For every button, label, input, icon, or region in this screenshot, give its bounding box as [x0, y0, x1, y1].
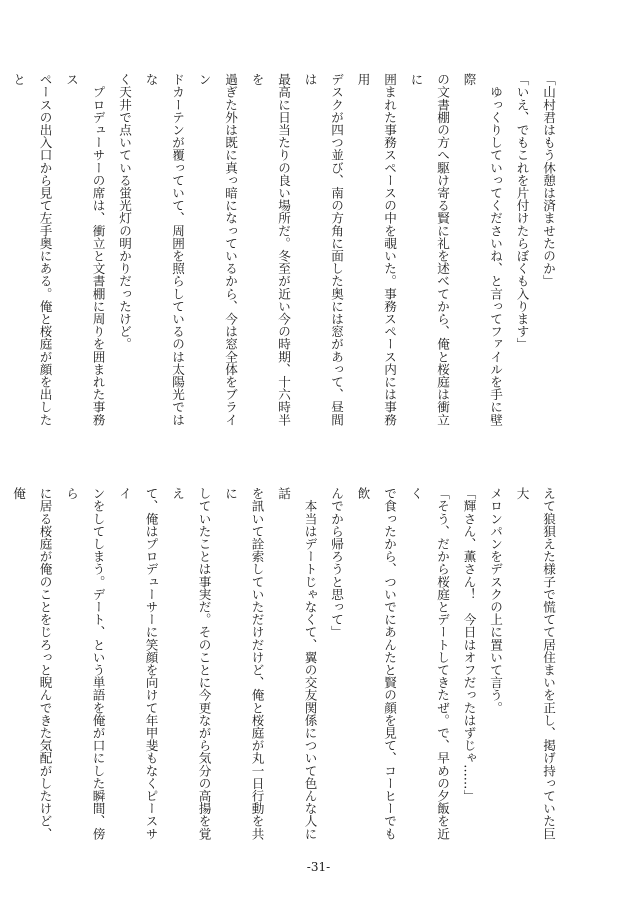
- text-line: していたことは事実だ。そのことに今更ながら気分の高揚を覚え: [170, 487, 212, 840]
- text-line: 「いえ、でもこれを片付けたらぼくも入ります」: [514, 73, 530, 351]
- text-line: ペースの出入口から見て左手奥にある。俺と桜庭が顔を出したと: [11, 73, 53, 426]
- text-line: ゆっくりしていってくださいね、と言ってファイルを手に壁際: [461, 73, 503, 426]
- text-line: 過ぎた外は既に真っ暗になっているから、今は窓全体をブライン: [196, 73, 238, 426]
- lower-text-block: [0, 487, 561, 842]
- text-line: 囲まれた事務スペースの中を覗いた。事務スペース内には事務用: [355, 73, 397, 426]
- text-line: て、俺はプロデューサーに笑顔を向けて年甲斐もなくピースサイ: [117, 487, 159, 840]
- text-line: 「輝さん、薫さん！ 今日はオフだったはずじゃ……」: [461, 487, 477, 802]
- text-line: ンをしてしまう。デート、という単語を俺が口にした瞬間、傍ら: [64, 487, 106, 840]
- text-line: えて狼狽えた様子で慌てて居住まいを正し、掲げ持っていた巨大: [514, 487, 556, 840]
- text-line: の文書棚の方へ駆け寄る賢に礼を述べてから、俺と桜庭は衝立に: [408, 73, 450, 426]
- text-line: [0, 487, 5, 842]
- text-line: 最高に日当たりの良い場所だ。冬至が近い今の時期、十六時半を: [249, 73, 291, 426]
- text-line: プロデューサーの席は、衝立と文書棚に周りを囲まれた事務ス: [64, 73, 106, 426]
- page-number: -31-: [306, 860, 331, 874]
- text-line: んでから帰ろうと思って」: [329, 487, 344, 639]
- text-line: を訊いて詮索していただけだけど、俺と桜庭が丸一日行動を共に: [223, 487, 265, 840]
- text-line: [0, 73, 5, 428]
- upper-text-block: [0, 73, 561, 428]
- text-line: 本当はデートじゃなくて、翼の交友関係について色んな人に話: [276, 487, 318, 840]
- text-line: 「そう、だから桜庭とデートしてきたぜ。で、早めの夕飯を近く: [408, 487, 450, 840]
- text-line: ドカーテンが覆っていて、周囲を照らしているのは太陽光ではな: [143, 73, 185, 426]
- text-line: く天井で点いている蛍光灯の明かりだったけど。: [117, 73, 132, 351]
- text-line: で食ったから、ついでにあんたと賢の顔を見て、コーヒーでも飲: [355, 487, 397, 840]
- text-line: に居る桜庭が俺のことをじろっと睨んできた気配がしたけど、俺: [11, 487, 53, 840]
- text-line: 「山村君はもう休憩は済ませたのか」: [541, 73, 556, 288]
- text-line: メロンパンをデスクの上に置いて言う。: [488, 487, 503, 714]
- text-line: デスクが四つ並び、南の方角に面した奥には窓があって、昼間は: [302, 73, 344, 426]
